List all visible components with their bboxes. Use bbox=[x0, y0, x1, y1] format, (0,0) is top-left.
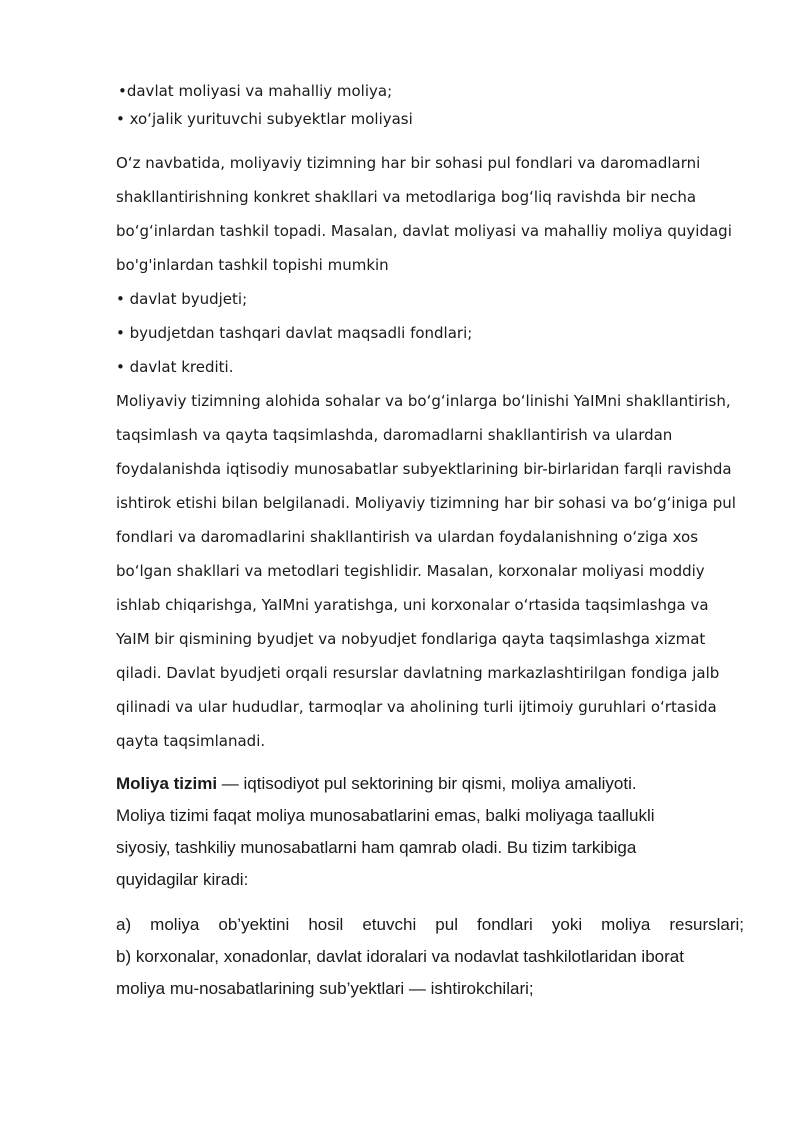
text-line: qayta taqsimlanadi. bbox=[116, 732, 266, 750]
mid-bullet-list bbox=[116, 282, 744, 384]
paragraph-system-division bbox=[116, 384, 744, 758]
defined-term: Moliya tizimi bbox=[116, 774, 218, 793]
text-line: taqsimlash va qayta taqsimlashda, daromadlarni shakllantirish va ulardan bbox=[116, 426, 673, 444]
text-line: moliya mu-nosabatlarining sub’yektlari — ishtirokchilari; bbox=[116, 979, 534, 998]
bullet-item: • xoʻjalik yurituvchi subyektlar moliyasi bbox=[116, 110, 413, 128]
definition-line bbox=[116, 768, 744, 800]
bullet-item: • davlat krediti. bbox=[116, 358, 234, 376]
text-line: boʻlgan shakllari va metodlari tegishlidir. Masalan, korxonalar moliyasi moddiy bbox=[116, 562, 705, 580]
text-line: siyosiy, tashkiliy munosabatlarni ham qamrab oladi. Bu tizim tarkibiga bbox=[116, 838, 637, 857]
paragraph-components bbox=[116, 909, 744, 1005]
text-line: quyidagilar kiradi: bbox=[116, 870, 249, 889]
paragraph-definition bbox=[116, 768, 744, 896]
paragraph-intro bbox=[116, 146, 744, 282]
bullet-item: •davlat moliyasi va mahalliy moliya; bbox=[118, 82, 393, 100]
text-line: Moliya tizimi faqat moliya munosabatlarini emas, balki moliyaga taallukli bbox=[116, 806, 655, 825]
bullet-item: • davlat byudjeti; bbox=[116, 290, 248, 308]
bullet-item: • byudjetdan tashqari davlat maqsadli fondlari; bbox=[116, 324, 473, 342]
top-bullet-list bbox=[116, 77, 744, 133]
text-line: b) korxonalar, xonadonlar, davlat idoralari va nodavlat tashkilotlaridan iborat bbox=[116, 947, 684, 966]
text-line: ishtirok etishi bilan belgilanadi. Moliyaviy tizimning har bir sohasi va boʻgʻiniga pul bbox=[116, 494, 736, 512]
text-line: ishlab chiqarishga, YaIMni yaratishga, uni korxonalar oʻrtasida taqsimlashga va bbox=[116, 596, 709, 614]
text-line: YaIM bir qismining byudjet va nobyudjet fondlariga qayta taqsimlashga xizmat bbox=[116, 630, 706, 648]
text-line: boʻgʻinlardan tashkil topadi. Masalan, davlat moliyasi va mahalliy moliya quyidagi bbox=[116, 222, 732, 240]
text-line: qiladi. Davlat byudjeti orqali resurslar davlatning markazlashtirilgan fondiga jalb bbox=[116, 664, 720, 682]
text-line: Oʻz navbatida, moliyaviy tizimning har bir sohasi pul fondlari va daromadlarni bbox=[116, 154, 701, 172]
text-line: fondlari va daromadlarini shakllantirish va ulardan foydalanishning oʻziga xos bbox=[116, 528, 699, 546]
definition-text: — iqtisodiyot pul sektorining bir qismi, moliya amaliyoti. bbox=[217, 774, 637, 793]
text-line: qilinadi va ular hududlar, tarmoqlar va aholining turli ijtimoiy guruhlari oʻrtasida bbox=[116, 698, 717, 716]
text-line: bo'g'inlardan tashkil topishi mumkin bbox=[116, 256, 389, 274]
text-line: foydalanishda iqtisodiy munosabatlar subyektlarining bir-birlaridan farqli ravishda bbox=[116, 460, 732, 478]
text-line: a) moliya ob’yektini hosil etuvchi pul fondlari yoki moliya resurslari; bbox=[116, 915, 744, 934]
text-line: Moliyaviy tizimning alohida sohalar va boʻgʻinlarga boʻlinishi YaIMni shakllantirish, bbox=[116, 392, 731, 410]
text-line: shakllantirishning konkret shakllari va metodlariga bogʻliq ravishda bir necha bbox=[116, 188, 697, 206]
